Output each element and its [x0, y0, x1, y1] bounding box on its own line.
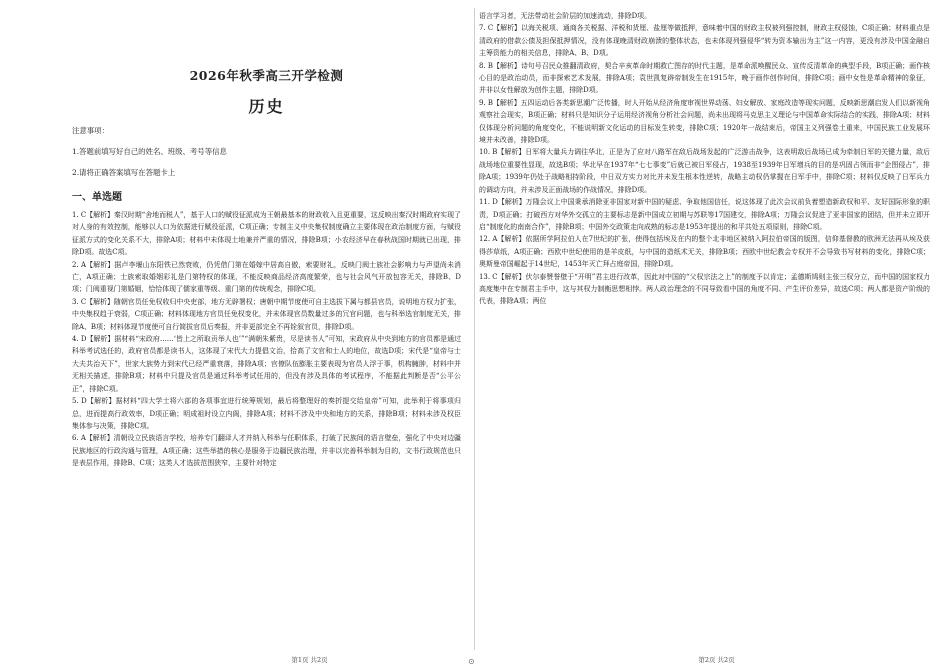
- answer-item: 7. C【解析】以海关税项、通商各关税据、洋税和货厘、盐厘等做抵押，意味着中国的财政主权被列强控制，财政主权侵蚀，C项正确；材料重点是清政府的借款公债及担保抵押情况，没有体现晚清财政崩溃的整体状态，也未体现列强侵华“转为资本输出为主”这一内容，更没有涉及中国金融自主筹资能力的相关信息，排除A、B、D项。: [479, 24, 930, 58]
- answer-item: 13. C【解析】伏尔泰赞誉壁于“开明”君主进行改革，因此对中国的“父权宗法之上”的制度予以肯定；孟德斯鸠则主张三权分立，而中国的国家权力高度集中在专制君主手中，这与其权力制衡思想相悖。两人政治理念的不同导致看中国的角度不同、产生评价差异，故选C项；两人都是资产阶级的代表，排除A项；两位: [479, 272, 930, 306]
- notes-line: 2.请将正确答案填写在答题卡上: [72, 168, 176, 177]
- page-right: [475, 0, 950, 672]
- notes-heading: 注意事项：: [72, 126, 109, 135]
- answer-item: 11. D【解析】万隆会议上中国秉承消除亚非国家对新中国的疑虑、争取他国信任，说这体现了此次会议前负着塑造新政权和平、友好国际形象的职责，D项正确；打破西方对华外交孤立的主要标志是新中国成立初期与苏联等17国建交，排除A项；万隆会议促进了亚非国家的团结，但并未立即开启“制度化的南南合作”，排除B项；中国外交政策走向成熟的标志是1953年提出的和平共处五项原则，排除C项。: [479, 198, 930, 231]
- footer-right: 第2页 共2页: [698, 656, 735, 664]
- answer-item: 6. A【解析】清朝设立民族语言学校，培养专门翻译人才并纳入科举与任职体系，打破了民族间的语言壁垒，强化了中央对边疆民族地区的行政沟通与管理，A项正确；这些举措的核心是服务于边疆民族治理，并非以完善科举制为目的，文书行政规范也只是表层作用，排除B、C项；这类人才选拔范围狭窄，主要针对特定: [72, 434, 461, 468]
- page-title: 2026年秋季高三开学检测: [189, 68, 344, 83]
- answer-item: 4. D【解析】据材料“宋政府……‘皆上之所取贡举人也’”“满朝朱紫贵，尽是读书人”可知，宋政府从中央到地方的官员都是通过科举考试选任的，政府官员都是读书人，这体现了宋代大力提倡文治，拾高了文官和士人的地位，故选D项；宋代是“皇帝与士大夫共治天下”，世家大族势力到宋代已经严重衰落，排除A项；官僚队伍膨胀主要表现为官员人浮于事，机构臃肿，材料中并无相关描述，排除B项；材料中只提及官员是通过科举考试任用的，但没有涉及具体的考试程序，不能据此判断是否“公平公正”，排除C项。: [72, 335, 461, 393]
- right-items: [479, 10, 930, 308]
- footer-left: 第1页 共2页: [291, 656, 328, 664]
- answer-item: 2. A【解析】据卢李堰山东阳铁已然衰败，仍凭借门第在婚嫁中居高自傲，索要财礼，反映门阀士族社会影响力与声望尚未消亡，A项正确；士族索取婚姻彩礼是门第特权的体现，不能反映商品经济高度繁荣，也与社会风气开放包容无关，排除B、D项；门阀重视门第婚姻，恰恰体现了儒家重等级、重门第的传统观念，排除C项。: [72, 260, 461, 294]
- answer-item: 12. A【解析】依据所学阿拉伯人在7世纪的扩张，使得包括埃及在内的整个北非地区被纳入阿拉伯帝国的版图，信仰基督教的欧洲无法再从埃及获得莎草纸，A项正确；西欧中世纪使用的是羊皮纸，与中国的造纸术无关，排除B项；西欧中世纪教会专权并不会导致书写材料的变化，排除C项；奥斯曼帝国崛起于14世纪，1453年灭亡拜占庭帝国，排除D项。: [479, 235, 930, 269]
- answer-item: 1. C【解析】秦汉时期“舍地而税人”，基于人口的赋役征派成为王朝最基本的财政收入且更重要，这反映出秦汉时期政府实现了对人身的有效控制，能够以人口为依据进行赋役征派，C项正确；专制主义中央集权制度确立主要体现在政治制度方面，与赋役征派方式的变化关系不大，排除A项；材料中未体现土地兼并严重的情况，排除B项；小农经济早在春秋战国时期就已出现，排除D项。故选C项。: [72, 211, 461, 257]
- subject-title: 历史: [248, 97, 285, 116]
- notes: [72, 125, 461, 178]
- answer-item: 语言学习者，无法带动社会阶层的加速流动，排除D项。: [479, 12, 652, 20]
- notes-line: 1.答题前填写好自己的姓名、班级、考号等信息: [72, 147, 227, 156]
- answer-item: 9. B【解析】五四运动后各类新思潮广泛传播，时人开始从经济角度审视世界动荡、妇女解放、家庭改造等现实问题，反映新思潮启发人们以新视角观察社会现实，B项正确；材料只是知识分子运用经济视角分析社会问题，尚未出现将马克思主义理论与中国革命实际结合的实践，排除A项；材料仅体现分析问题的角度变化，不能说明新文化运动的目标发生转变，排除C项；1920年一战结束后，帝国主义列强卷土重来，中国民族工业发展环境并未改善，排除D项。: [479, 98, 930, 145]
- center-mark: ⊙: [468, 657, 475, 666]
- section-heading: 一、单选题: [72, 192, 122, 203]
- left-items: [72, 209, 461, 470]
- answer-item: 3. C【解析】随朝官员任免权收归中央吏部，地方无辟署权；唐朝中期节度使可自主选拔下属与都县官员，说明地方权力扩张，中央集权趋于衰弱，C项正确；材料体现地方官员任免权变化，并未体现官员数量过多的冗官问题，也与科举选官制度无关，排除A、B项；材料体现节度使可自行简拔官员后奏报，并非更部完全不再铨叙官员，排除D项。: [72, 297, 461, 331]
- answer-item: 10. B【解析】日军将大量兵力调往华北，正是为了应对八路军在敌后战场发起的广泛游击战争，这表明敌后战场已成为牵制日军的关键力量，敌后战场地位重要性显现，故选B项；华北早在1937年“七七事变”后就已被日军侵占，1938至1939年日军增兵的目的是巩固占领而非“企图侵占”，排除A项；1939年仍处于战略相持阶段，中日双方实力对比并未发生根本性逆转，战略主动权仍掌握在日军手中，排除C项；材料仅反映了日军兵力的调动方向，并未涉及正面战场的作战情况，排除D项。: [479, 148, 930, 194]
- answer-item: 5. D【解析】据材料“四大学士将六部的各项事宜进行统筹规划，最后将整理好的奏折提交给皇帝”可知，此举利于将事项归总，进而提高行政效率，D项正确；明成祖时设立内阁，排除A项；材料不涉及中央和地方的关系，排除B项；材料未涉及权臣集体参与决策，排除C项。: [72, 397, 461, 430]
- answer-item: 8. B【解析】诗句号召民众推翻清政府，契合辛亥革命时期救亡图存的时代主题，是革命派唤醒民众、宣传反清革命的典型手段，B项正确；画作核心目的是政治动员，而非探索艺术发展，排除A项；袁世凯复辟帝制发生在1915年，晚于画作创作时间，排除C项；画中女性是革命精神的象征，并非以女性解放为创作主题，排除D项。: [479, 61, 930, 95]
